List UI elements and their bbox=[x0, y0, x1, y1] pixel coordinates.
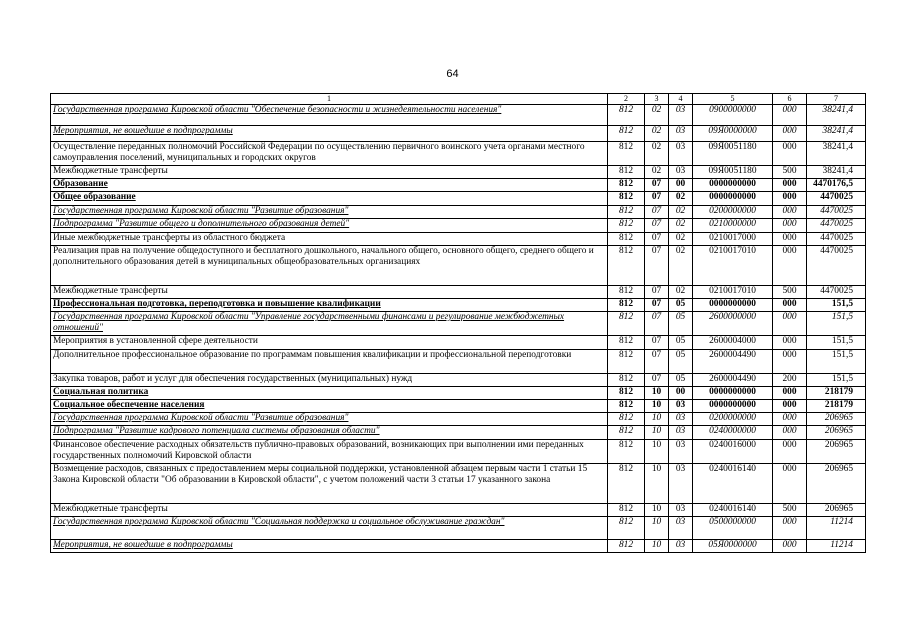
row-amount: 38241,4 bbox=[807, 166, 866, 179]
row-name: Возмещение расходов, связанных с предоставлением меры социальной поддержки, установленной абзацем первым части 1 статьи 15 Закона Кировской области "Об образовании в Кировской области", с учетом положений части 3 статьи 17 указанного закона bbox=[51, 464, 608, 504]
row-code: 812 bbox=[608, 299, 645, 312]
table-row bbox=[51, 219, 866, 233]
row-code: 812 bbox=[608, 192, 645, 206]
row-target-code: 0240000000 bbox=[693, 426, 773, 440]
row-subsection: 03 bbox=[669, 400, 693, 413]
row-amount: 151,5 bbox=[807, 374, 866, 387]
row-expense-type: 000 bbox=[773, 219, 807, 233]
row-subsection: 03 bbox=[669, 142, 693, 166]
row-section: 10 bbox=[645, 426, 669, 440]
row-section: 10 bbox=[645, 517, 669, 540]
row-name: Финансовое обеспечение расходных обязательств публично-правовых образований, возникающих при выполнении ими переданных государственных полномочий Кировской области bbox=[51, 440, 608, 464]
row-code: 812 bbox=[608, 374, 645, 387]
row-amount: 151,5 bbox=[807, 336, 866, 350]
row-section: 10 bbox=[645, 413, 669, 426]
row-amount: 4470025 bbox=[807, 286, 866, 299]
row-section: 10 bbox=[645, 504, 669, 517]
row-subsection: 05 bbox=[669, 312, 693, 336]
row-target-code: 0210017000 bbox=[693, 233, 773, 246]
page-number: 64 bbox=[446, 68, 459, 80]
row-target-code: 0240016140 bbox=[693, 504, 773, 517]
row-amount: 218179 bbox=[807, 387, 866, 400]
table-row bbox=[51, 142, 866, 166]
row-subsection: 05 bbox=[669, 374, 693, 387]
row-target-code: 0210000000 bbox=[693, 219, 773, 233]
row-name: Образование bbox=[51, 179, 608, 192]
row-subsection: 05 bbox=[669, 299, 693, 312]
row-subsection: 05 bbox=[669, 336, 693, 350]
row-section: 07 bbox=[645, 206, 669, 219]
row-name: Общее образование bbox=[51, 192, 608, 206]
row-expense-type: 000 bbox=[773, 105, 807, 126]
row-expense-type: 000 bbox=[773, 192, 807, 206]
row-name: Межбюджетные трансферты bbox=[51, 286, 608, 299]
row-subsection: 02 bbox=[669, 192, 693, 206]
row-target-code: 0210017010 bbox=[693, 286, 773, 299]
row-subsection: 03 bbox=[669, 126, 693, 142]
table-row bbox=[51, 246, 866, 286]
row-target-code: 2600004490 bbox=[693, 350, 773, 374]
row-code: 812 bbox=[608, 219, 645, 233]
row-target-code: 0210017010 bbox=[693, 246, 773, 286]
row-code: 812 bbox=[608, 504, 645, 517]
row-subsection: 03 bbox=[669, 464, 693, 504]
row-amount: 151,5 bbox=[807, 299, 866, 312]
row-name: Дополнительное профессиональное образование по программам повышения квалификации и профессиональной переподготовки bbox=[51, 350, 608, 374]
row-target-code: 0000000000 bbox=[693, 400, 773, 413]
row-section: 02 bbox=[645, 142, 669, 166]
row-expense-type: 000 bbox=[773, 413, 807, 426]
row-name: Государственная программа Кировской области "Обеспечение безопасности и жизнедеятельности населения" bbox=[51, 105, 608, 126]
row-expense-type: 000 bbox=[773, 426, 807, 440]
column-header-2: 2 bbox=[608, 94, 645, 105]
table-row bbox=[51, 299, 866, 312]
row-section: 07 bbox=[645, 246, 669, 286]
row-name: Мероприятия, не вошедшие в подпрограммы bbox=[51, 126, 608, 142]
row-expense-type: 000 bbox=[773, 126, 807, 142]
row-target-code: 0000000000 bbox=[693, 179, 773, 192]
row-subsection: 02 bbox=[669, 233, 693, 246]
row-subsection: 00 bbox=[669, 179, 693, 192]
column-header-3: 3 bbox=[645, 94, 669, 105]
column-header-6: 6 bbox=[773, 94, 807, 105]
row-code: 812 bbox=[608, 312, 645, 336]
row-target-code: 09Я0000000 bbox=[693, 126, 773, 142]
row-name: Государственная программа Кировской области "Развитие образования" bbox=[51, 413, 608, 426]
row-target-code: 09Я0051180 bbox=[693, 166, 773, 179]
row-section: 02 bbox=[645, 166, 669, 179]
row-subsection: 02 bbox=[669, 206, 693, 219]
row-code: 812 bbox=[608, 246, 645, 286]
row-code: 812 bbox=[608, 540, 645, 553]
table-row bbox=[51, 206, 866, 219]
row-target-code: 0240016140 bbox=[693, 464, 773, 504]
column-header-1: 1 bbox=[51, 94, 608, 105]
row-code: 812 bbox=[608, 126, 645, 142]
row-expense-type: 000 bbox=[773, 206, 807, 219]
row-subsection: 05 bbox=[669, 350, 693, 374]
table-row bbox=[51, 105, 866, 126]
row-amount: 11214 bbox=[807, 540, 866, 553]
row-target-code: 0200000000 bbox=[693, 206, 773, 219]
row-amount: 206965 bbox=[807, 464, 866, 504]
row-expense-type: 500 bbox=[773, 286, 807, 299]
row-expense-type: 000 bbox=[773, 350, 807, 374]
row-subsection: 03 bbox=[669, 105, 693, 126]
row-subsection: 03 bbox=[669, 540, 693, 553]
row-section: 10 bbox=[645, 400, 669, 413]
row-expense-type: 000 bbox=[773, 400, 807, 413]
row-amount: 4470176,5 bbox=[807, 179, 866, 192]
row-name: Подпрограмма "Развитие кадрового потенциала системы образования области" bbox=[51, 426, 608, 440]
table-row bbox=[51, 540, 866, 553]
row-target-code: 09Я0051180 bbox=[693, 142, 773, 166]
row-expense-type: 500 bbox=[773, 166, 807, 179]
row-code: 812 bbox=[608, 166, 645, 179]
row-code: 812 bbox=[608, 233, 645, 246]
row-target-code: 2600004490 bbox=[693, 374, 773, 387]
table-row bbox=[51, 413, 866, 426]
row-subsection: 03 bbox=[669, 504, 693, 517]
row-section: 07 bbox=[645, 374, 669, 387]
row-expense-type: 000 bbox=[773, 142, 807, 166]
row-code: 812 bbox=[608, 350, 645, 374]
row-target-code: 2600000000 bbox=[693, 312, 773, 336]
row-code: 812 bbox=[608, 464, 645, 504]
row-target-code: 0500000000 bbox=[693, 517, 773, 540]
row-target-code: 2600004000 bbox=[693, 336, 773, 350]
row-section: 07 bbox=[645, 336, 669, 350]
row-name: Социальная политика bbox=[51, 387, 608, 400]
column-header-5: 5 bbox=[693, 94, 773, 105]
table-row bbox=[51, 166, 866, 179]
row-section: 10 bbox=[645, 464, 669, 504]
row-subsection: 03 bbox=[669, 166, 693, 179]
row-amount: 4470025 bbox=[807, 219, 866, 233]
row-target-code: 0200000000 bbox=[693, 413, 773, 426]
row-amount: 4470025 bbox=[807, 246, 866, 286]
row-subsection: 00 bbox=[669, 387, 693, 400]
row-name: Государственная программа Кировской области "Социальная поддержка и социальное обслуживание граждан" bbox=[51, 517, 608, 540]
row-amount: 206965 bbox=[807, 413, 866, 426]
column-header-4: 4 bbox=[669, 94, 693, 105]
row-name: Реализация прав на получение общедоступного и бесплатного дошкольного, начального общего, основного общего, среднего общего и дополнительного образования детей в муниципальных общеобразовательных организациях bbox=[51, 246, 608, 286]
row-subsection: 03 bbox=[669, 517, 693, 540]
table-row bbox=[51, 426, 866, 440]
row-amount: 4470025 bbox=[807, 233, 866, 246]
row-subsection: 02 bbox=[669, 286, 693, 299]
row-section: 07 bbox=[645, 233, 669, 246]
row-name: Государственная программа Кировской области "Развитие образования" bbox=[51, 206, 608, 219]
table-row bbox=[51, 517, 866, 540]
row-target-code: 0000000000 bbox=[693, 299, 773, 312]
table-row bbox=[51, 179, 866, 192]
row-name: Мероприятия, не вошедшие в подпрограммы bbox=[51, 540, 608, 553]
row-target-code: 0000000000 bbox=[693, 192, 773, 206]
row-code: 812 bbox=[608, 400, 645, 413]
row-amount: 151,5 bbox=[807, 312, 866, 336]
table-row bbox=[51, 374, 866, 387]
row-amount: 4470025 bbox=[807, 192, 866, 206]
row-code: 812 bbox=[608, 440, 645, 464]
row-section: 10 bbox=[645, 540, 669, 553]
row-code: 812 bbox=[608, 105, 645, 126]
row-amount: 206965 bbox=[807, 504, 866, 517]
table-row bbox=[51, 192, 866, 206]
table-row bbox=[51, 336, 866, 350]
row-subsection: 03 bbox=[669, 426, 693, 440]
row-amount: 218179 bbox=[807, 400, 866, 413]
row-expense-type: 000 bbox=[773, 387, 807, 400]
row-code: 812 bbox=[608, 206, 645, 219]
row-subsection: 02 bbox=[669, 246, 693, 286]
table-row bbox=[51, 504, 866, 517]
row-section: 07 bbox=[645, 286, 669, 299]
row-subsection: 03 bbox=[669, 440, 693, 464]
row-code: 812 bbox=[608, 387, 645, 400]
row-target-code: 0000000000 bbox=[693, 387, 773, 400]
row-target-code: 0900000000 bbox=[693, 105, 773, 126]
row-section: 10 bbox=[645, 440, 669, 464]
row-section: 10 bbox=[645, 387, 669, 400]
row-expense-type: 000 bbox=[773, 233, 807, 246]
row-code: 812 bbox=[608, 413, 645, 426]
table-row bbox=[51, 464, 866, 504]
row-name: Государственная программа Кировской области "Управление государственными финансами и регулирование межбюджетных отношений" bbox=[51, 312, 608, 336]
row-name: Межбюджетные трансферты bbox=[51, 166, 608, 179]
row-amount: 11214 bbox=[807, 517, 866, 540]
row-name: Социальное обеспечение населения bbox=[51, 400, 608, 413]
column-header-7: 7 bbox=[807, 94, 866, 105]
row-expense-type: 000 bbox=[773, 464, 807, 504]
row-section: 07 bbox=[645, 312, 669, 336]
row-amount: 38241,4 bbox=[807, 126, 866, 142]
row-subsection: 02 bbox=[669, 219, 693, 233]
row-section: 02 bbox=[645, 105, 669, 126]
row-name: Мероприятия в установленной сфере деятельности bbox=[51, 336, 608, 350]
row-name: Осуществление переданных полномочий Российской Федерации по осуществлению первичного воинского учета органами местного самоуправления поселений, муниципальных и городских округов bbox=[51, 142, 608, 166]
row-code: 812 bbox=[608, 426, 645, 440]
row-amount: 206965 bbox=[807, 440, 866, 464]
row-expense-type: 000 bbox=[773, 312, 807, 336]
row-name: Межбюджетные трансферты bbox=[51, 504, 608, 517]
row-section: 02 bbox=[645, 126, 669, 142]
table-row bbox=[51, 440, 866, 464]
row-code: 812 bbox=[608, 142, 645, 166]
table-row bbox=[51, 312, 866, 336]
row-section: 07 bbox=[645, 299, 669, 312]
row-code: 812 bbox=[608, 336, 645, 350]
row-amount: 151,5 bbox=[807, 350, 866, 374]
table-row bbox=[51, 350, 866, 374]
row-name: Профессиональная подготовка, переподготовка и повышение квалификации bbox=[51, 299, 608, 312]
row-expense-type: 200 bbox=[773, 374, 807, 387]
row-name: Иные межбюджетные трансферты из областного бюджета bbox=[51, 233, 608, 246]
row-expense-type: 000 bbox=[773, 246, 807, 286]
row-code: 812 bbox=[608, 517, 645, 540]
row-name: Подпрограмма "Развитие общего и дополнительного образования детей" bbox=[51, 219, 608, 233]
row-section: 07 bbox=[645, 192, 669, 206]
row-expense-type: 000 bbox=[773, 299, 807, 312]
row-expense-type: 500 bbox=[773, 504, 807, 517]
table-row bbox=[51, 286, 866, 299]
row-amount: 4470025 bbox=[807, 206, 866, 219]
row-code: 812 bbox=[608, 179, 645, 192]
table-row bbox=[51, 400, 866, 413]
budget-table bbox=[50, 93, 866, 553]
table-row bbox=[51, 387, 866, 400]
table-row bbox=[51, 126, 866, 142]
table-row bbox=[51, 233, 866, 246]
row-expense-type: 000 bbox=[773, 440, 807, 464]
row-expense-type: 000 bbox=[773, 179, 807, 192]
row-section: 07 bbox=[645, 219, 669, 233]
row-section: 07 bbox=[645, 179, 669, 192]
row-expense-type: 000 bbox=[773, 336, 807, 350]
table-header-row bbox=[51, 94, 866, 105]
row-expense-type: 000 bbox=[773, 517, 807, 540]
row-amount: 206965 bbox=[807, 426, 866, 440]
row-subsection: 03 bbox=[669, 413, 693, 426]
row-section: 07 bbox=[645, 350, 669, 374]
row-amount: 38241,4 bbox=[807, 142, 866, 166]
row-target-code: 05Я0000000 bbox=[693, 540, 773, 553]
row-amount: 38241,4 bbox=[807, 105, 866, 126]
row-expense-type: 000 bbox=[773, 540, 807, 553]
row-name: Закупка товаров, работ и услуг для обеспечения государственных (муниципальных) нужд bbox=[51, 374, 608, 387]
row-code: 812 bbox=[608, 286, 645, 299]
row-target-code: 0240016000 bbox=[693, 440, 773, 464]
